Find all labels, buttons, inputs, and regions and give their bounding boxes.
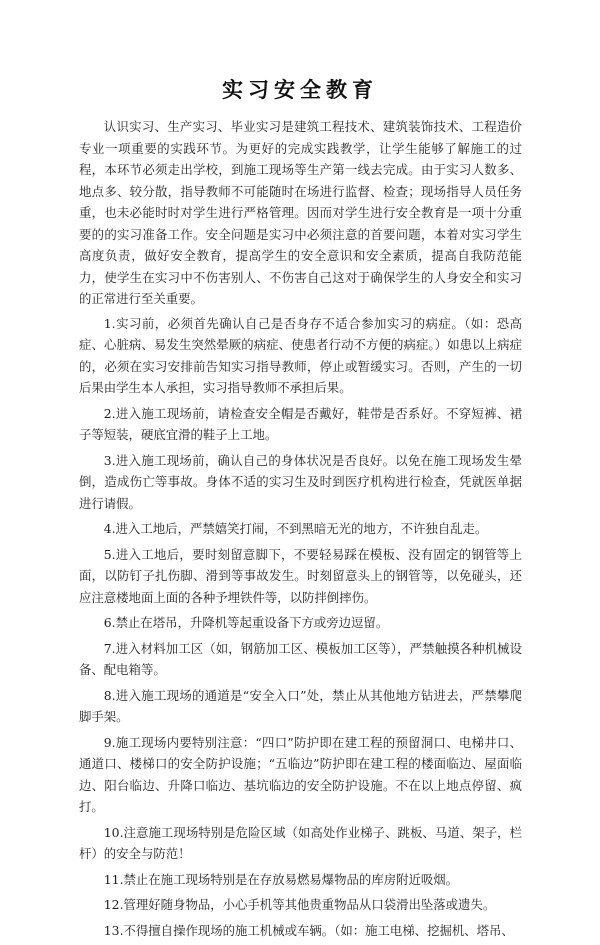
rule-paragraph: 4.进入工地后，严禁嬉笑打闹，不到黑暗无光的地方，不许独自乱走。 xyxy=(103,521,488,536)
rule-paragraph: 6.禁止在塔吊，升降机等起重设备下方或旁边逗留。 xyxy=(103,615,389,630)
rule-paragraph: 1.实习前，必须首先确认自己是否身存不适合参加实习的病症。（如：恐高症、心脏病、易发生突然晕厥的病症、使患者行动不方便的病症。）如患以上病症的，必须在实习安排前告知实习指导教师，停止或暂缓实习。否则，产生的一切后果由学生本人承担，实习指导教师不承担后果。 xyxy=(79,315,522,395)
document-body xyxy=(79,116,522,945)
intro-paragraph: 认识实习、生产实习、毕业实习是建筑工程技术、建筑装饰技术、工程造价专业一项重要的实践环节。为更好的完成实践教学，让学生能够了解施工的过程，本环节必须走出学校，到施工现场等生产第一线去完成。由于实习人数多、地点多、较分散，指导教师不可能随时在场进行监督、检查；现场指导人员任务重，也未必能时时对学生进行严格管理。因而对学生进行安全教育是一项十分重要的的实习准备工作。安全问题是实习中必须注意的首要问题，本着对实习学生高度负责，做好安全教育，提高学生的安全意识和安全素质，提高自我防范能力，使学生在实习中不伤害别人、不伤害自己这对于确保学生的人身安全和实习的正常进行至关重要。 xyxy=(79,119,522,306)
rule-paragraph: 9.施工现场内要特别注意：“四口”防护即在建工程的预留洞口、电梯井口、通道口、楼梯口的安全防护设施；“五临边”防护即在建工程的楼面临边、屋面临边、阳台临边、升降口临边、基坑临边的安全防护设施。不在以上地点停留、疯打。 xyxy=(79,734,522,814)
rule-paragraph: 13.不得擅自操作现场的施工机械或车辆。（如：施工电梯、挖掘机、塔吊、 xyxy=(103,922,514,938)
rule-paragraph: 2.进入施工现场前，请检查安全帽是否戴好，鞋带是否系好。不穿短裤、裙子等短装，硬底宜滑的鞋子上工地。 xyxy=(79,405,522,442)
rule-paragraph: 7.进入材料加工区（如，钢筋加工区、模板加工区等），严禁触摸各种机械设备、配电箱等。 xyxy=(79,640,522,677)
rule-paragraph: 3.进入施工现场前，确认自己的身体状况是否良好。以免在施工现场发生晕倒，造成伤亡等事故。身体不适的实习生及时到医疗机构进行检查，凭就医单据进行请假。 xyxy=(79,452,522,511)
rule-paragraph: 11.禁止在施工现场特别是在存放易燃易爆物品的库房附近吸烟。 xyxy=(103,871,459,887)
rule-paragraph: 10.注意施工现场特别是危险区域（如高处作业梯子、跳板、马道、架子，栏杆）的安全与防范！ xyxy=(79,824,522,861)
rule-paragraph: 12.管理好随身物品，小心手机等其他贵重物品从口袋滑出坠落或遗失。 xyxy=(103,897,496,912)
rule-paragraph: 8.进入施工现场的通道是“安全入口”处，禁止从其他地方钻进去，严禁攀爬脚手架。 xyxy=(79,687,522,724)
page-title: 实习安全教育 xyxy=(222,77,378,102)
rule-paragraph: 5.进入工地后，要时刻留意脚下，不要轻易踩在模板、没有固定的钢管等上面，以防钉子扎伤脚、滑到等事故发生。时刻留意头上的钢管等，以免碰头，还应注意楼地面上面的各种予埋铁件等，以防拌倒摔伤。 xyxy=(79,546,522,605)
